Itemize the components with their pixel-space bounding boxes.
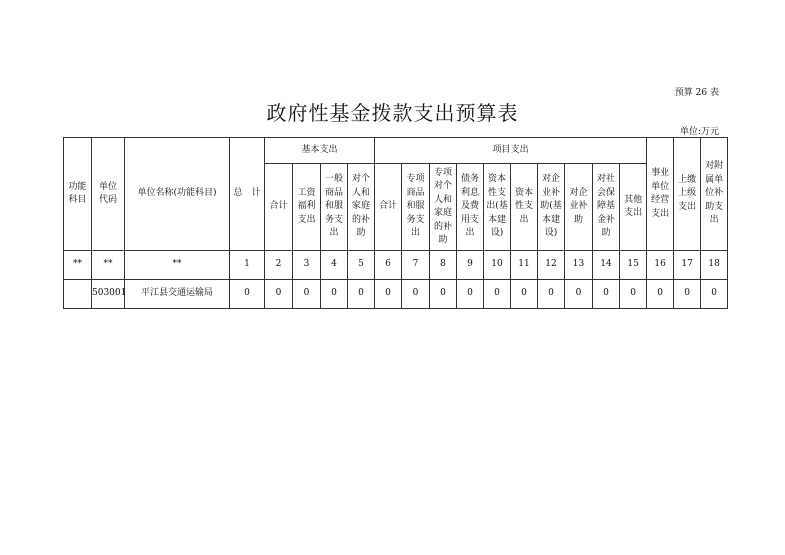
data-cell: 0 <box>511 280 538 309</box>
header-basic-goods-services: 一般商品和服务支出 <box>321 164 348 251</box>
header-operating-expenditure: 事业单位经营支出 <box>647 138 674 251</box>
data-cell: 0 <box>402 280 430 309</box>
header-subsidiary-subsidy: 对附属单位补助支出 <box>701 138 728 251</box>
index-cell: 14 <box>593 251 620 280</box>
data-cell: 0 <box>293 280 321 309</box>
data-cell: 0 <box>321 280 348 309</box>
data-cell: 0 <box>538 280 565 309</box>
data-cell: 0 <box>430 280 457 309</box>
header-row-groups <box>64 138 728 164</box>
budget-table <box>63 137 728 309</box>
index-cell: 9 <box>457 251 484 280</box>
index-cell: 5 <box>348 251 375 280</box>
header-basic-expenditure: 基本支出 <box>265 138 375 164</box>
index-cell: 3 <box>293 251 321 280</box>
index-cell: 18 <box>701 251 728 280</box>
header-basic-subtotal: 合计 <box>265 164 293 251</box>
data-cell: 0 <box>230 280 265 309</box>
header-function-subject: 功能科目 <box>64 138 92 251</box>
header-project-goods-services: 专项商品和服务支出 <box>402 164 430 251</box>
header-project-other: 其他支出 <box>620 164 647 251</box>
index-cell: 16 <box>647 251 674 280</box>
header-project-enterprise-subsidy: 对企业补助 <box>565 164 593 251</box>
header-project-capital-construction: 资本性支出(基本建设) <box>484 164 511 251</box>
data-cell: 0 <box>265 280 293 309</box>
data-cell-unit-code: 503001 <box>92 280 125 309</box>
index-cell: 13 <box>565 251 593 280</box>
header-project-capital: 资本性支出 <box>511 164 538 251</box>
data-cell: 0 <box>565 280 593 309</box>
header-project-subtotal: 合计 <box>375 164 402 251</box>
index-cell: ** <box>92 251 125 280</box>
header-project-personal-subsidy: 专项对个人和家庭的补助 <box>430 164 457 251</box>
index-cell: 11 <box>511 251 538 280</box>
index-cell: 17 <box>674 251 701 280</box>
index-cell: 6 <box>375 251 402 280</box>
data-cell: 0 <box>484 280 511 309</box>
data-cell: 0 <box>375 280 402 309</box>
header-project-debt-interest: 债务利息及费用支出 <box>457 164 484 251</box>
data-cell: 0 <box>701 280 728 309</box>
index-cell: 15 <box>620 251 647 280</box>
index-row <box>64 251 728 280</box>
header-basic-personal-subsidy: 对个人和家庭的补助 <box>348 164 375 251</box>
header-total: 总 计 <box>230 138 265 251</box>
header-unit-code: 单位代码 <box>92 138 125 251</box>
page-title: 政府性基金拨款支出预算表 <box>266 101 519 125</box>
table-number: 预算 26 表 <box>674 88 719 98</box>
index-cell: ** <box>125 251 230 280</box>
index-cell: ** <box>64 251 92 280</box>
index-cell: 8 <box>430 251 457 280</box>
header-basic-wages: 工资福利支出 <box>293 164 321 251</box>
header-project-social-security: 对社会保障基金补助 <box>593 164 620 251</box>
data-cell: 0 <box>348 280 375 309</box>
data-cell: 0 <box>674 280 701 309</box>
data-cell <box>64 280 92 309</box>
data-cell: 0 <box>620 280 647 309</box>
unit-label: 单位:万元 <box>679 127 719 137</box>
index-cell: 10 <box>484 251 511 280</box>
header-upper-payment: 上缴上级支出 <box>674 138 701 251</box>
table-row <box>64 280 728 309</box>
data-cell-unit-name: 平江县交通运输局 <box>125 280 230 309</box>
data-cell: 0 <box>593 280 620 309</box>
index-cell: 12 <box>538 251 565 280</box>
index-cell: 2 <box>265 251 293 280</box>
index-cell: 7 <box>402 251 430 280</box>
header-unit-name: 单位名称(功能科目) <box>125 138 230 251</box>
index-cell: 4 <box>321 251 348 280</box>
data-cell: 0 <box>647 280 674 309</box>
index-cell: 1 <box>230 251 265 280</box>
header-project-expenditure: 项目支出 <box>375 138 647 164</box>
header-project-enterprise-construction: 对企业补助(基本建设) <box>538 164 565 251</box>
data-cell: 0 <box>457 280 484 309</box>
